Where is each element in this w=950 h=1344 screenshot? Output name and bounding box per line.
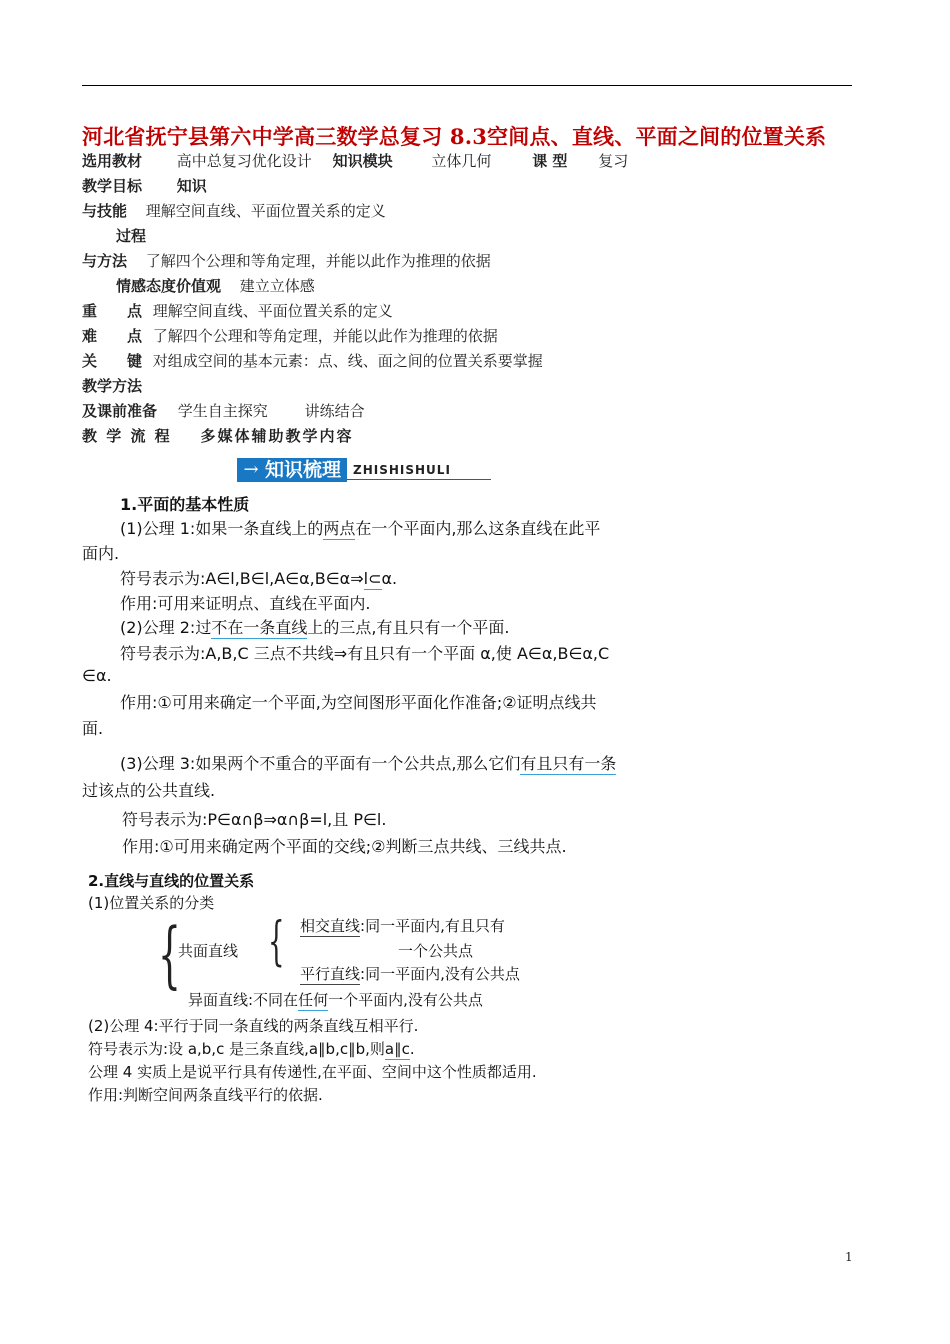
axiom-1-symbol-a: 符号表示为:A∈l,B∈l,A∈α,B∈α⇒ bbox=[120, 569, 364, 588]
label-emotion: 情感态度价值观 bbox=[116, 277, 222, 295]
section-1-heading: 1.平面的基本性质 bbox=[120, 495, 250, 514]
axiom-3-text-a: (3)公理 3:如果两个不重合的平面有一个公共点,那么它们 bbox=[120, 754, 521, 773]
axiom-2-symbol: 符号表示为:A,B,C 三点不共线⇒有且只有一个平面 α,使 A∈α,B∈α,C bbox=[120, 644, 610, 663]
value-module: 立体几何 bbox=[431, 152, 492, 170]
axiom-2-symbol-2: ∈α. bbox=[82, 666, 112, 685]
key-text: 理解空间直线、平面位置关系的定义 bbox=[152, 302, 393, 320]
axiom-2-use: 作用:①可用来确定一个平面,为空间图形平面化作准备;②证明点线共 bbox=[120, 693, 597, 712]
value-type: 复习 bbox=[598, 152, 629, 170]
emotion-text: 建立立体感 bbox=[239, 277, 315, 295]
objectives-row bbox=[82, 175, 207, 196]
axiom-1-line-1 bbox=[120, 516, 600, 539]
axiom-1-symbol-b: α. bbox=[381, 569, 398, 588]
axiom-1-line-2: 面内. bbox=[82, 544, 120, 563]
intersect-row bbox=[300, 915, 505, 936]
skew-underline: 任何 bbox=[298, 991, 329, 1009]
label-skills: 与技能 bbox=[82, 202, 128, 220]
label-prep: 及课前准备 bbox=[82, 402, 158, 420]
label-textbook: 选用教材 bbox=[82, 152, 143, 170]
axiom-4-symbol bbox=[88, 1038, 415, 1059]
skills-text: 理解空间直线、平面位置关系的定义 bbox=[145, 202, 386, 220]
axiom-3-symbol: 符号表示为:P∈α∩β⇒α∩β=l,且 P∈l. bbox=[122, 810, 387, 829]
method-row bbox=[82, 250, 491, 271]
intersect-label: 相交直线 bbox=[300, 917, 361, 935]
label-crux: 关 键 bbox=[82, 352, 143, 370]
label-flow: 教 学 流 程 bbox=[82, 427, 172, 445]
coplanar-label: 共面直线 bbox=[178, 942, 239, 960]
parallel-row bbox=[300, 963, 520, 984]
label-type: 课 型 bbox=[532, 152, 568, 170]
axiom-4-symbol-a: 符号表示为:设 a,b,c 是三条直线,a∥b,c∥b,则 bbox=[88, 1040, 385, 1058]
skew-text-a: 异面直线:不同在 bbox=[188, 991, 299, 1009]
parallel-label: 平行直线 bbox=[300, 965, 361, 983]
prep-text-2: 讲练结合 bbox=[304, 402, 365, 420]
label-objectives: 教学目标 bbox=[82, 177, 143, 195]
key-row bbox=[82, 300, 393, 321]
axiom-4-symbol-b: . bbox=[409, 1040, 415, 1058]
prep-text-1: 学生自主探究 bbox=[177, 402, 268, 420]
value-textbook: 高中总复习优化设计 bbox=[176, 152, 312, 170]
method-text: 了解四个公理和等角定理，并能以此作为推理的依据 bbox=[145, 252, 491, 270]
axiom-4: (2)公理 4:平行于同一条直线的两条直线互相平行. bbox=[88, 1017, 419, 1035]
intersect-text-2: 一个公共点 bbox=[398, 942, 474, 960]
axiom-1-text-a: (1)公理 1:如果一条直线上的 bbox=[120, 519, 324, 538]
label-key: 重 点 bbox=[82, 302, 143, 320]
axiom-1-symbol bbox=[120, 566, 397, 589]
banner-subtitle: ZHISHISHULI bbox=[347, 463, 491, 480]
axiom-2-use-2: 面. bbox=[82, 719, 104, 738]
section-2-sub-1: (1)位置关系的分类 bbox=[88, 894, 215, 912]
label-difficult: 难 点 bbox=[82, 327, 143, 345]
intersect-text: :同一平面内,有且只有 bbox=[360, 917, 505, 935]
banner-title: 知识梳理 bbox=[265, 458, 347, 482]
meta-row-1 bbox=[82, 150, 628, 171]
outer-brace-icon: { bbox=[158, 912, 181, 996]
axiom-3-underline: 有且只有一条 bbox=[520, 754, 617, 773]
axiom-2-text-b: 上的三点,有且只有一个平面. bbox=[307, 618, 510, 637]
axiom-1-symbol-underline: l⊂ bbox=[363, 569, 382, 588]
axiom-4-use: 作用:判断空间两条直线平行的依据. bbox=[88, 1086, 323, 1104]
prep-row bbox=[82, 400, 365, 421]
label-module: 知识模块 bbox=[332, 152, 393, 170]
axiom-1-underline: 两点 bbox=[323, 519, 356, 538]
difficult-row bbox=[82, 325, 498, 346]
inner-brace-icon: { bbox=[268, 912, 285, 972]
header-rule bbox=[82, 85, 852, 86]
arrow-right-icon: → bbox=[237, 458, 265, 482]
knowledge-banner bbox=[237, 458, 491, 486]
page-number: 1 bbox=[845, 1250, 853, 1264]
difficult-text: 了解四个公理和等角定理，并能以此作为推理的依据 bbox=[152, 327, 498, 345]
section-2-heading: 2.直线与直线的位置关系 bbox=[88, 872, 255, 890]
axiom-3-line-2: 过该点的公共直线. bbox=[82, 781, 216, 800]
emotion-row bbox=[116, 275, 315, 296]
axiom-4-underline: a∥c bbox=[384, 1040, 410, 1058]
axiom-4-note: 公理 4 实质上是说平行具有传递性,在平面、空间中这个性质都适用. bbox=[88, 1063, 537, 1081]
axiom-2-text-a: (2)公理 2:过 bbox=[120, 618, 212, 637]
label-teaching-method: 教学方法 bbox=[82, 377, 143, 395]
skew-row bbox=[188, 989, 483, 1010]
crux-text: 对组成空间的基本元素：点、线、面之间的位置关系要掌握 bbox=[152, 352, 543, 370]
axiom-1-use: 作用:可用来证明点、直线在平面内. bbox=[120, 594, 371, 613]
crux-row bbox=[82, 350, 543, 371]
label-knowledge: 知识 bbox=[176, 177, 207, 195]
flow-row bbox=[82, 425, 353, 446]
label-method: 与方法 bbox=[82, 252, 128, 270]
axiom-2-line-1 bbox=[120, 615, 510, 638]
axiom-2-underline: 不在一条直线 bbox=[211, 618, 308, 637]
skills-row bbox=[82, 200, 386, 221]
axiom-1-text-b: 在一个平面内,那么这条直线在此平 bbox=[355, 519, 601, 538]
flow-text: 多媒体辅助教学内容 bbox=[200, 427, 354, 445]
axiom-3-line-1 bbox=[120, 751, 616, 774]
skew-text-b: 一个平面内,没有公共点 bbox=[328, 991, 483, 1009]
label-process: 过程 bbox=[116, 227, 147, 245]
page-title: 河北省抚宁县第六中学高三数学总复习 8.3空间点、直线、平面之间的位置关系 bbox=[82, 124, 827, 149]
axiom-3-use: 作用:①可用来确定两个平面的交线;②判断三点共线、三线共点. bbox=[122, 837, 567, 856]
parallel-text: :同一平面内,没有公共点 bbox=[360, 965, 520, 983]
